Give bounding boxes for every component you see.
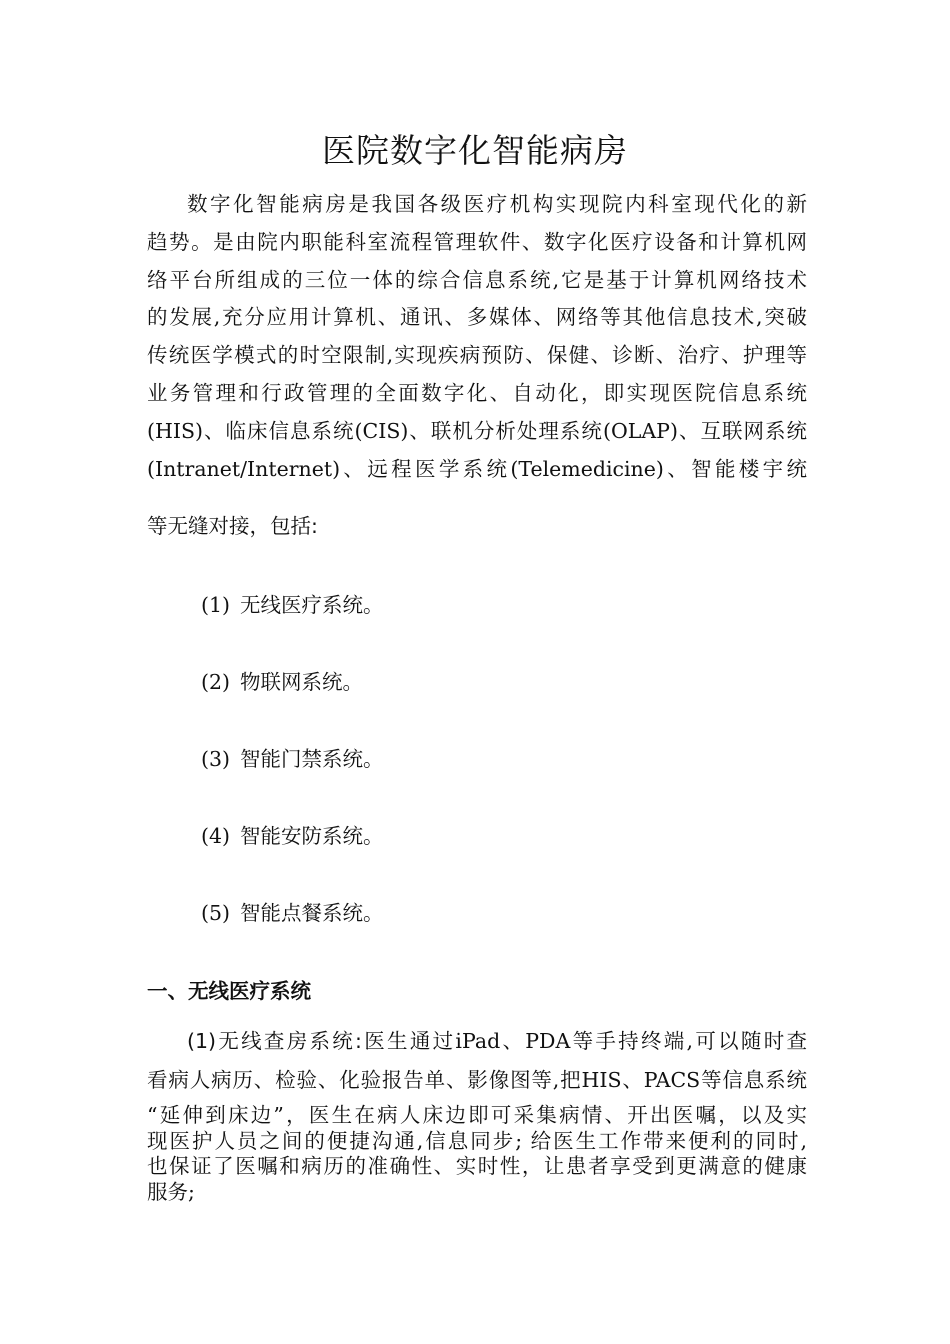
document-title: 医院数字化智能病房	[322, 131, 628, 170]
intro-paragraph	[147, 186, 807, 488]
intro-line: 数字化智能病房是我国各级医疗机构实现院内科室现代化的新	[187, 192, 807, 216]
paragraph-line: 医生通过iPad、PDA等手持终端,可以随时查	[361, 1029, 807, 1053]
intro-line: (HIS)、临床信息系统(CIS)、联机分析处理系统(OLAP)、互联网系统	[147, 418, 807, 443]
wireless-rounds-paragraph	[147, 1024, 807, 1205]
list-item-number: (2)	[201, 670, 231, 694]
paragraph-line: 服务;	[147, 1179, 195, 1204]
intro-line: 的发展,充分应用计算机、通讯、多媒体、网络等其他信息技术,突破	[147, 305, 807, 330]
paragraph-first-line	[147, 1024, 807, 1058]
paragraph-line: “延伸到床边”，医生在病人床边即可采集病情、开出医嘱，以及实	[147, 1103, 807, 1127]
intro-line: 络平台所组成的三位一体的综合信息系统,它是基于计算机网络技术	[147, 267, 807, 292]
paragraph-line: 看病人病历、检验、化验报告单、影像图等,把HIS、PACS等信息系统	[147, 1068, 807, 1092]
intro-line: 传统医学模式的时空限制,实现疾病预防、保健、诊断、治疗、护理等	[147, 343, 807, 368]
paragraph-line: 现医护人员之间的便捷沟通,信息同步; 给医生工作带来便利的同时,	[147, 1128, 807, 1153]
section-heading: 一、无线医疗系统	[147, 979, 311, 1003]
list-item-number: (3)	[201, 747, 231, 771]
list-item	[201, 743, 384, 776]
list-item-text: 智能点餐系统。	[240, 901, 384, 925]
intro-line: (Intranet/Internet)、远程医学系统(Telemedicine)、智能楼宇统	[147, 456, 807, 481]
includes-prefix: 等无缝对接，	[147, 514, 270, 538]
list-item-text: 无线医疗系统。	[240, 593, 384, 617]
includes-line	[147, 510, 318, 543]
intro-line: 业务管理和行政管理的全面数字化、自动化，即实现医院信息系统	[147, 380, 807, 405]
list-item	[201, 820, 384, 853]
list-item-text: 物联网系统。	[240, 670, 364, 694]
list-item-number: (4)	[201, 824, 231, 848]
list-item-number: (1)	[201, 593, 231, 617]
list-item-text: 智能门禁系统。	[240, 747, 384, 771]
subsection-label: (1)无线查房系统:	[187, 1029, 362, 1053]
list-item	[201, 666, 363, 699]
includes-label: 包括:	[270, 514, 318, 538]
paragraph-line: 也保证了医嘱和病历的准确性、实时性，让患者享受到更满意的健康	[147, 1154, 807, 1178]
list-item	[201, 589, 384, 622]
intro-line: 趋势。是由院内职能科室流程管理软件、数字化医疗设备和计算机网	[147, 229, 807, 254]
list-item-number: (5)	[201, 901, 231, 925]
list-item-text: 智能安防系统。	[240, 824, 384, 848]
list-item	[201, 897, 384, 930]
